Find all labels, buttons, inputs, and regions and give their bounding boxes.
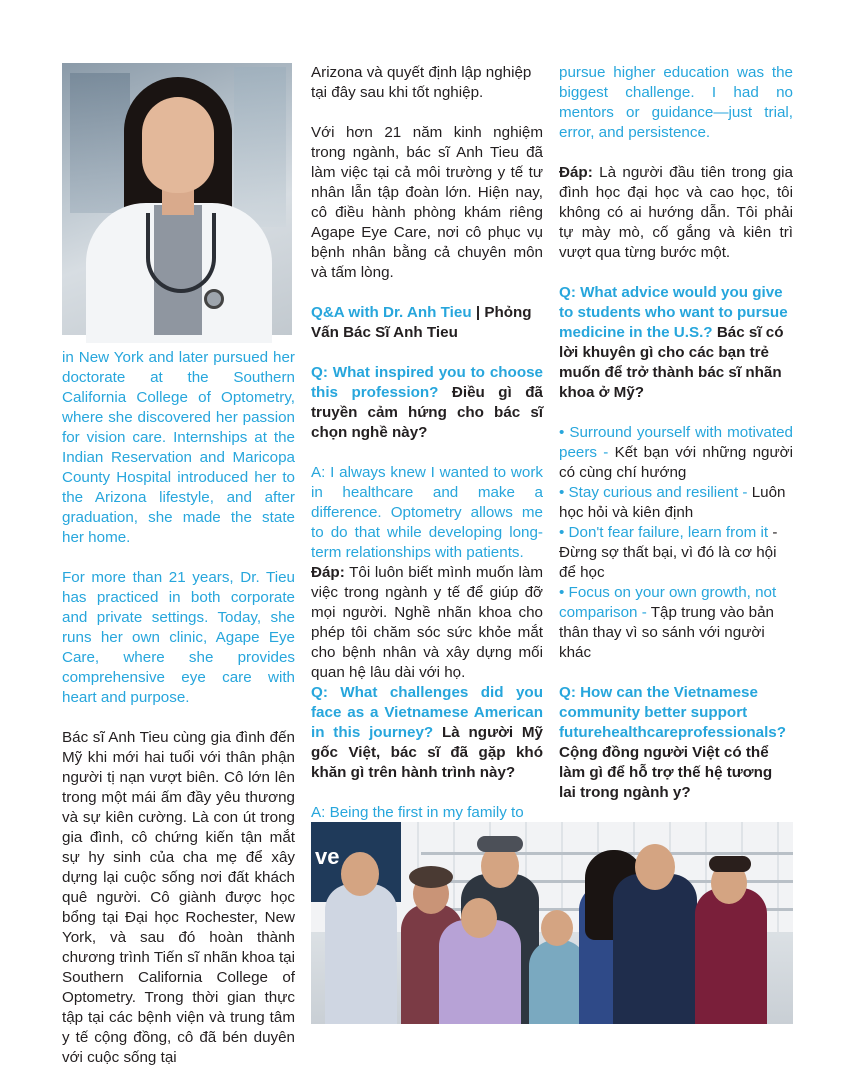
answer-2-vn: Đáp: Là người đầu tiên trong gia đình học đại học và cao học, tôi không có ai hướng dẫn. Tôi phải tự mày mò, cố gắng và kiên trì vượt qua từng bước một. — [559, 164, 793, 261]
answer-2-en-start: A: Being the first in my family to — [311, 804, 524, 821]
question-4 — [559, 683, 793, 803]
question-1-en: Q: What inspired you to choose this profession? — [311, 364, 543, 401]
advice-item: • Stay curious and resilient - Luôn học hỏi và kiên định — [559, 484, 786, 521]
answer-2-en-continued: pursue higher education was the biggest challenge. I had no mentors or guidance—just trial, error, and persistence. — [559, 64, 793, 141]
question-2 — [311, 683, 543, 783]
question-2-vn: Là người Mỹ gốc Việt, bác sĩ đã gặp khó khăn gì trên hành trình này? — [311, 724, 543, 781]
question-3 — [559, 283, 793, 403]
question-4-vn: Cộng đồng người Việt có thể làm gì để hỗ trợ thế hệ tương lai trong ngành y? — [559, 744, 773, 801]
question-3-en: Q: What advice would you give to students who want to pursue medicine in the U.S.? — [559, 284, 788, 341]
column-3 — [559, 63, 793, 823]
advice-item: • Don't fear failure, learn from it - Đừng sợ thất bại, vì đó là cơ hội để học — [559, 524, 778, 581]
bio-paragraph-vn-1: Bác sĩ Anh Tieu cùng gia đình đến Mỹ khi mới hai tuổi với thân phận người tị nạn vượt biên. Cô lớn lên trong một mái ấm đầy yêu thương và sự kiên cường. Là con út trong gia đình, cô chứng kiến tận mắt sự hy sinh của cha mẹ để xây dựng lại cuộc sống nơi đất khách quê người. Cô giành được học bổng tại Đại học Rochester, New York, và sau đó hoàn thành chương trình Tiến sĩ nhãn khoa tại Southern California College of Optometry. Trong thời gian thực tập tại các bệnh viện và trung tâm y tế cộng đồng, cô đã bén duyên với cuộc sống tại — [62, 729, 295, 1066]
question-2-en: Q: What challenges did you face as a Vietnamese American in this journey? — [311, 684, 543, 741]
bio-paragraph-en-2: For more than 21 years, Dr. Tieu has practiced in both corporate and private settings. Today, she runs her own clinic, Agape Eye Care, where she provides comprehensive eye care with heart and purpose. — [62, 569, 295, 706]
question-4-en: Q: How can the Vietnamese community better support futurehealthcareprofessionals? — [559, 684, 787, 741]
qa-title-vn: Phỏng Vấn Bác Sĩ Anh Tieu — [311, 304, 532, 341]
column-1 — [62, 348, 295, 1088]
clinic-sign: ve — [311, 822, 401, 902]
question-1-vn: Điều gì đã truyền cảm hứng cho bác sĩ chọn nghề này? — [311, 384, 543, 441]
answer-1-en: A: I always knew I wanted to work in healthcare and make a difference. Optometry allows me to do that while developing long-term relationships with patients. — [311, 464, 543, 561]
question-1 — [311, 363, 543, 443]
column-2 — [311, 63, 543, 823]
answer-1-vn: Đáp: Tôi luôn biết mình muốn làm việc trong ngành y tế để giúp đỡ mọi người. Nghề nhãn khoa cho phép tôi chăm sóc sức khỏe mắt cho bệnh nhân và xây dựng mối quan hệ lâu dài với họ. — [311, 564, 543, 681]
advice-item: • Surround yourself with motivated peers - Kết bạn với những người có cùng chí hướng — [559, 424, 793, 481]
qa-title-en: Q&A with Dr. Anh Tieu — [311, 304, 472, 321]
doctor-portrait-photo — [62, 63, 292, 335]
question-3-vn: Bác sĩ có lời khuyên gì cho các bạn trẻ muốn để trở thành bác sĩ nhãn khoa ở Mỹ? — [559, 324, 784, 401]
advice-list — [559, 423, 793, 663]
bio-paragraph-en-1: in New York and later pursued her doctorate at the Southern California College of Optometry, where she discovered her passion for vision care. Internships at the Indian Reservation and Maricopa County Hospital introduced her to the Arizona lifestyle, and after graduation, she made the state her home. — [62, 349, 295, 546]
bio-paragraph-vn-2: Với hơn 21 năm kinh nghiệm trong ngành, bác sĩ Anh Tieu đã làm việc tại cả môi trường y tế tư nhân lẫn tập đoàn lớn. Hiện nay, cô điều hành phòng khám riêng Agape Eye Care, nơi cô phục vụ bệnh nhân bằng cả chuyên môn và tấm lòng. — [311, 124, 543, 281]
qa-section-title: Q&A with Dr. Anh Tieu | Phỏng Vấn Bác Sĩ Anh Tieu — [311, 304, 532, 341]
advice-item: • Focus on your own growth, not comparison - Tập trung vào bản thân thay vì so sánh với người khác — [559, 584, 777, 661]
bio-paragraph-vn-continued: Arizona và quyết định lập nghiệp tại đây sau khi tốt nghiệp. — [311, 64, 532, 101]
family-group-photo — [311, 822, 793, 1024]
